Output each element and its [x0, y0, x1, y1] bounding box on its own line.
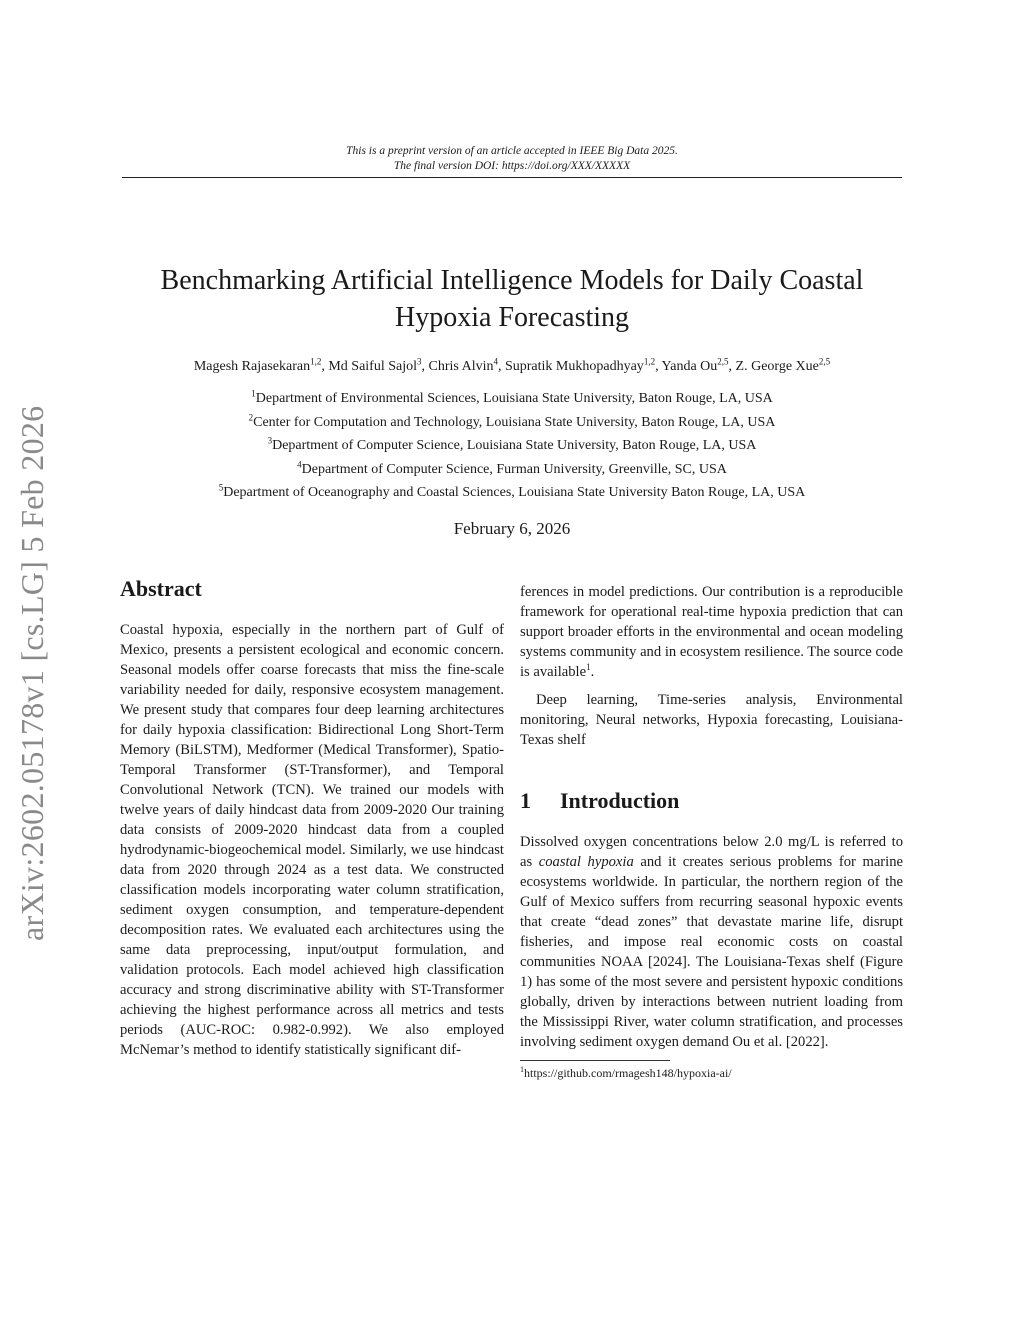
section-title: Introduction: [560, 788, 680, 813]
preprint-line-1: This is a preprint version of an article accepted in IEEE Big Data 2025.: [346, 145, 678, 157]
author: Z. George Xue$^{2,5}$: [735, 356, 831, 374]
affiliation: $^2$Center for Computation and Technology, Louisiana State University, Baton Rouge, LA, USA: [248, 411, 776, 430]
affiliation: $^3$Department of Computer Science, Louisiana State University, Baton Rouge, LA, USA: [267, 435, 757, 453]
abstract-continuation: ferences in model predictions. Our contribution is a reproducible framework for operational real-time hypoxia prediction that can support broader efforts in the environmental and ocean modeling systems community and in ecosystem resilience. The source code is available$^1$.: [520, 584, 903, 680]
author: Supratik Mukhopadhyay$^{1,2}$,: [504, 356, 662, 374]
affiliation: $^4$Department of Computer Science, Furman University, Greenville, SC, USA: [297, 458, 727, 477]
keywords: Deep learning, Time-series analysis, Environmental monitoring, Neural networks, Hypoxia forecasting, Louisiana-Texas shelf: [520, 692, 903, 748]
section-number: 1: [520, 788, 531, 813]
footnote: $^1$https://github.com/rmagesh148/hypoxia-ai/: [520, 1065, 732, 1080]
abstract-body: Coastal hypoxia, especially in the northern part of Gulf of Mexico, presents a persistent ecological and economic concern. Seasonal models offer coarse forecasts that miss the fine-scale variability needed for daily, responsive ecosystem management. We present study that compares four deep learning architectures for daily hypoxia classification: Bidirectional Long Short-Term Memory (BiLSTM), Medformer (Medical Transformer), Spatio-Temporal Transformer (ST-Transformer), and Temporal Convolutional Network (TCN). We trained our models with twelve years of daily hindcast data from 2009-2020 Our training data consists of 2009-2020 hindcast data from a coupled hydrodynamic-biogeochemical model. Similarly, we use hindcast data from 2020 through 2024 as a test data. We constructed classification models incorporating water column stratification, sediment oxygen consumption, and temperature-dependent decomposition rates. We evaluated each architectures using the same data preprocessing, input/output formulation, and validation protocols. Each model achieved high classification accuracy and strong discriminative ability with ST-Transformer achieving the highest performance across all metrics and tests periods (AUC-ROC: 0.982-0.992). We also employed McNemar’s method to identify statistically significant dif-: [120, 622, 504, 1058]
abstract-heading: Abstract: [120, 576, 202, 601]
affiliation: $^1$Department of Environmental Sciences, Louisiana State University, Baton Rouge, LA, USA: [251, 388, 773, 406]
author: Yanda Ou$^{2,5}$,: [661, 356, 736, 374]
affiliation-list: [100, 387, 924, 505]
arxiv-identifier[interactable]: arXiv:2602.05178v1 [cs.LG] 5 Feb 2026: [14, 405, 50, 941]
title-line-2: Hypoxia Forecasting: [394, 302, 630, 333]
author: Magesh Rajasekaran$^{1,2}$,: [193, 356, 329, 374]
title-line-1: Benchmarking Artificial Intelligence Models for Daily Coastal: [160, 265, 864, 296]
author: Chris Alvin$^4$,: [428, 356, 505, 374]
author-list: [100, 357, 924, 377]
footnote-rule: [520, 1060, 670, 1061]
preprint-doi-line: The final version DOI: https://doi.org/XXX/XXXXX: [393, 160, 631, 172]
preprint-notice: [122, 144, 902, 174]
header-rule: [122, 177, 902, 178]
footnote-link[interactable]: https://github.com/rmagesh148/hypoxia-ai/: [524, 1066, 732, 1080]
right-column: [520, 582, 903, 1081]
introduction-body: Dissolved oxygen concentrations below 2.0 mg/L is referred to as coastal hypoxia and it creates serious problems for marine ecosystems worldwide. In particular, the northern region of the Gulf of Mexico suffers from recurring seasonal hypoxic events that create “dead zones” that devastate marine life, disrupt fisheries, and impose real economic costs on coastal communities NOAA [2024]. The Louisiana-Texas shelf (Figure 1) has some of the most severe and persistent hypoxic conditions globally, driven by interactions between nutrient loading from the Mississippi River, water column stratification, and processes involving sediment oxygen demand Ou et al. [2022].: [520, 834, 903, 1050]
author: Md Saiful Sajol$^3$,: [328, 356, 429, 374]
affiliation: $^5$Department of Oceanography and Coastal Sciences, Louisiana State University Baton Rouge, LA, USA: [218, 482, 806, 500]
paper-title: [132, 262, 892, 336]
introduction-heading: [520, 786, 903, 816]
publication-date: February 6, 2026: [453, 519, 571, 538]
footnote-marker[interactable]: 1: [586, 662, 591, 673]
emphasis-term: coastal hypoxia: [538, 854, 634, 870]
left-column: [120, 574, 504, 1060]
